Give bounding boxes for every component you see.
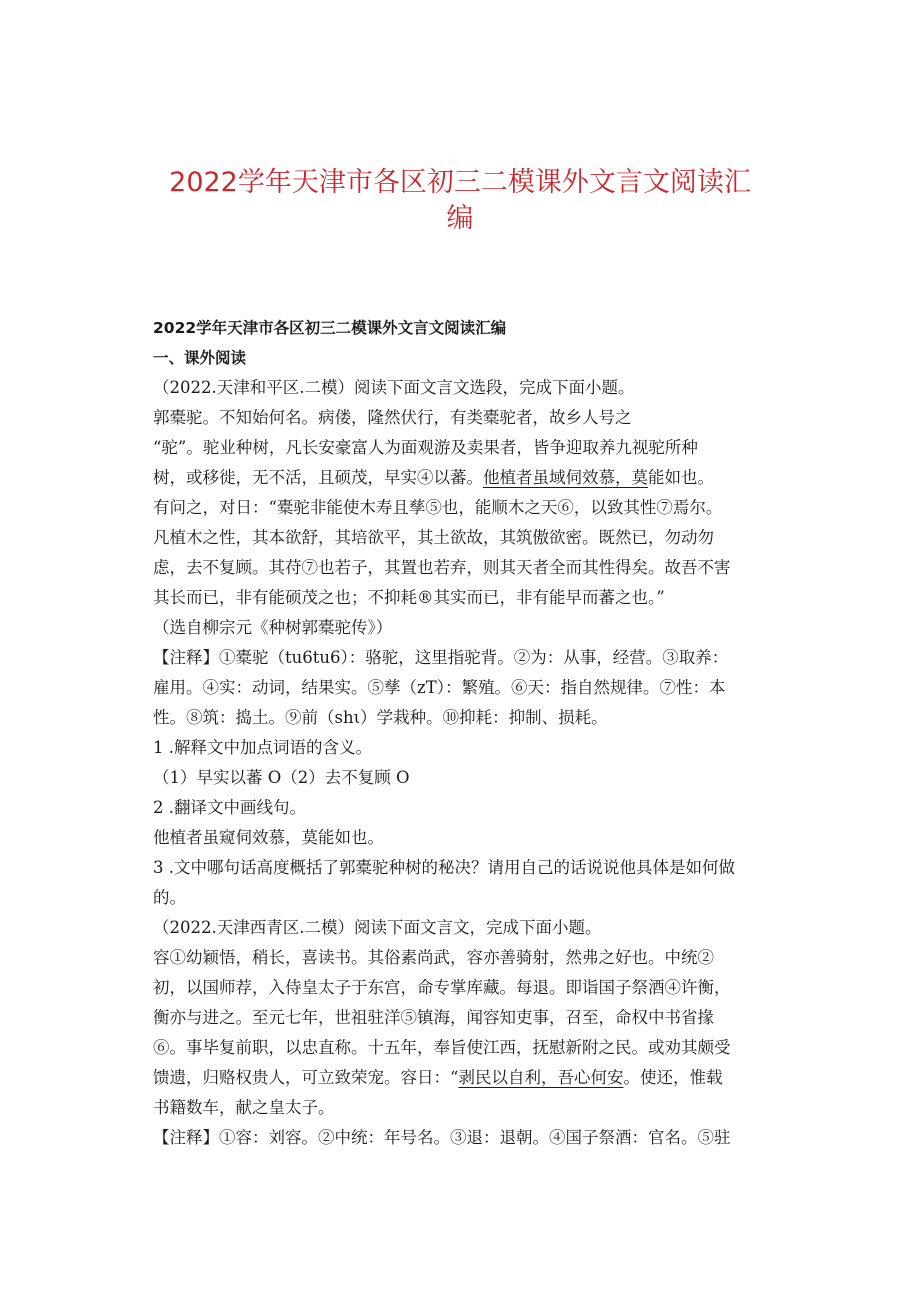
passage-1-line: 有问之，对日：“橐驼非能使木寿且孳⑤也，能顺木之天⑥，以致其性⑦焉尔。: [153, 498, 723, 517]
question-1-items: （1）早实以蕃 O（2）去不复顾 O: [153, 768, 410, 787]
passage-1-intro: （2022.天津和平区.二模）阅读下面文言文选段，完成下面小题。: [153, 378, 635, 397]
passage-1-line: 虑，去不复顾。其苻⑦也若子，其置也若弃，则其天者全而其性得矣。故吾不害: [153, 558, 731, 577]
title-line-2: 编: [446, 203, 474, 234]
passage-1-text: 能如也。: [648, 468, 714, 487]
passage-1-notes: 雇用。④实：动词，结果实。⑤孳（zT）：繁殖。⑥天：指自然规律。⑦性：本: [153, 678, 726, 697]
document-title: [0, 165, 920, 237]
passage-1-line: [153, 468, 714, 488]
passage-2-notes: 【注释】①容：刘容。②中统：年号名。③退：退朝。④国子祭酒：官名。⑤驻: [153, 1128, 731, 1147]
passage-1-notes: 性。⑧筑：捣土。⑨前（shι）学栽种。⑩抑耗：抑制、损耗。: [153, 708, 608, 727]
title-line-1: 2022学年天津市各区初三二模课外文言文阅读汇: [169, 167, 751, 198]
passage-2-line: 容①幼颖悟，稍长，喜读书。其俗素尚武，容亦善骑射，然弗之好也。中统②: [153, 948, 714, 967]
section-heading: 一、课外阅读: [153, 349, 247, 367]
question-2-sentence: 他植者虽窥伺效慕，莫能如也。: [153, 828, 384, 847]
question-1: 1 .解释文中加点词语的含义。: [153, 738, 372, 757]
passage-2-line: 初，以国师荐，入侍皇太子于东宫，命专掌库藏。每退。即诣国子祭酒④许衡，: [153, 978, 731, 997]
passage-2-text: 馈遗，归赂权贵人，可立致荣宠。容日：“: [153, 1068, 459, 1087]
passage-1-line: 郭橐驼。不知始何名。病偻，隆然伏行，有类橐驼者，故乡人号之: [153, 408, 632, 427]
passage-1-text: 树，或移徙，无不活，且硕茂，早实④以蕃。: [153, 468, 483, 487]
passage-1-notes: 【注释】①橐驼（tu6tu6）：骆驼，这里指驼背。②为：从事，经营。③取养：: [153, 648, 729, 667]
question-2: 2 .翻译文中画线句。: [153, 798, 306, 817]
question-3: 的。: [153, 888, 186, 907]
passage-2-line: [153, 1068, 722, 1088]
passage-2-line: 书籍数车，献之皇太子。: [153, 1098, 335, 1117]
passage-2-intro: （2022.天津西青区.二模）阅读下面文言文，完成下面小题。: [153, 918, 602, 937]
document-subtitle: 2022学年天津市各区初三二模课外文言文阅读汇编: [153, 319, 507, 337]
passage-1-source: （选自柳宗元《种树郭橐驼传》）: [153, 618, 393, 637]
passage-2-line: 衡亦与进之。至元七年，世祖驻洋⑤镇海，闻容知吏事，召至，命权中书省掾: [153, 1008, 714, 1027]
passage-1-line: 其长而已，非有能硕茂之也；不抑耗®其实而已，非有能早而蕃之也。”: [153, 588, 665, 607]
underlined-sentence: 他植者虽域伺效慕，莫: [483, 468, 648, 487]
passage-1-line: 凡植木之性，其本欲舒，其培欲平，其土欲故，其筑傲欲密。既然已，勿动勿: [153, 528, 714, 547]
underlined-sentence: 剥民以自利，吾心何安: [458, 1068, 624, 1087]
passage-2-text: 。使还，惟载: [623, 1068, 723, 1087]
question-3: 3 .文中哪句话高度概括了郭橐驼种树的秘决？请用自己的话说说他具体是如何做: [153, 858, 735, 877]
passage-2-line: ⑥。事毕复前职，以忠直称。十五年，奉旨使江西，抚慰新附之民。或劝其颇受: [153, 1038, 731, 1057]
passage-1-line: “驼”。驼业种树，凡长安豪富人为面观游及卖果者，皆争迎取养九视驼所种: [153, 438, 698, 457]
